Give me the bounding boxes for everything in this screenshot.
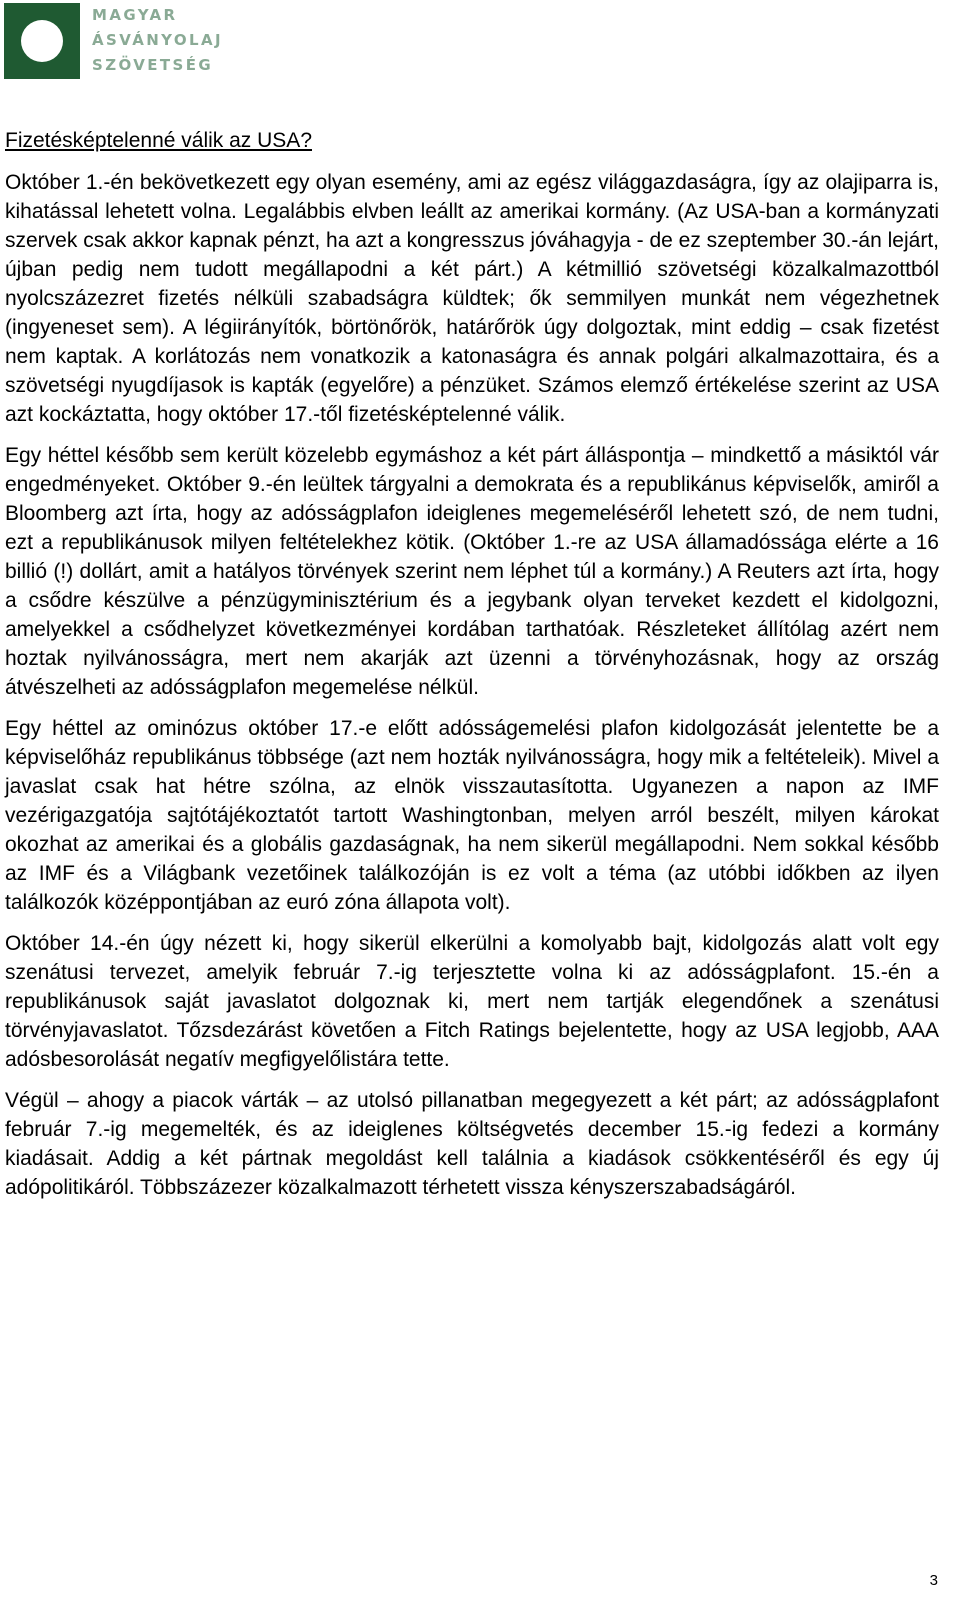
logo-line-1: MAGYAR [92,6,178,24]
article-paragraph-1: Október 1.-én bekövetkezett egy olyan esemény, ami az egész világgazdaságra, így az olajiparra is, kihatással lehetett volna. Legalábbis elvben leállt az amerikai kormány. (Az USA-ban a kormányzati szervek csak akkor kapnak pénzt, ha azt a kongresszus jóváhagyja - de ez szeptember 30.-án lejárt, újban pedig nem tudott megállapodni a két párt.) A kétmillió szövetségi közalkalmazottból nyolcszázezret fizetés nélküli szabadságra küldtek; ők semmilyen munkát nem végezhetnek (ingyeneset sem). A légiirányítók, börtönőrök, határőrök úgy dolgoztak, mint eddig – csak fizetést nem kaptak. A korlátozás nem vonatkozik a katonaságra és annak polgári alkalmazottaira, és a szövetségi nyugdíjasok is kapták (egyelőre) a pénzüket. Számos elemző értékelése szerint az USA azt kockáztatta, hogy október 17.-től fizetésképtelenné válik. [5,171,939,426]
logo-line-3: SZÖVETSÉG [92,56,214,74]
article-title: Fizetésképtelenné válik az USA? [5,129,312,152]
article-paragraph-4: Október 14.-én úgy nézett ki, hogy sikerül elkerülni a komolyabb bajt, kidolgozás alatt volt egy szenátusi tervezet, amelyik február 7.-ig terjesztette volna ki az adósságplafont. 15.-én a republikánusok saját javaslatot dolgoznak ki, mert nem tartják elegendőnek a szenátusi törvényjavaslatot. Tőzsdezárást követően a Fitch Ratings bejelentette, hogy az USA legjobb, AAA adósbesorolását negatív megfigyelőlistára tette. [5,932,939,1071]
page-number: 3 [929,1572,938,1589]
article-body [5,126,939,1214]
logo-emblem-icon [4,3,80,79]
logo-wordmark [92,3,223,78]
article-paragraph-2: Egy héttel később sem került közelebb egymáshoz a két párt álláspontja – mindkettő a másiktól vár engedményeket. Október 9.-én leültek tárgyalni a demokrata és a republikánus képviselők, amiről a Bloomberg azt írta, hogy az adósságplafon ideiglenes megemeléséről lehetett szó, de nem tudni, ezt a republikánusok milyen feltételekhez kötik. (Október 1.-re az USA államadóssága elérte a 16 billió (!) dollárt, amit a hatályos törvények szerint nem léphet túl a kormány.) A Reuters azt írta, hogy a csődre készülve a pénzügyminisztérium és a jegybank olyan terveket kezdett el kidolgozni, amelyekkel a csődhelyzet következményei kordában tarthatóak. Részleteket állítólag azért nem hoztak nyilvánosságra, mert nem akarják azt üzenni a törvényhozásnak, hogy az ország átvészelheti az adósságplafon megemelése nélkül. [5,444,939,699]
logo-line-2: ÁSVÁNYOLAJ [92,31,223,49]
article-paragraph-5: Végül – ahogy a piacok várták – az utolsó pillanatban megegyezett a két párt; az adósságplafont február 7.-ig megemelték, és az ideiglenes költségvetés december 15.-ig fedezi a kormány kiadásait. Addig a két pártnak megoldást kell találnia a kiadások csökkentéséről és egy új adópolitikáról. Többszázezer közalkalmazott térhetett vissza kényszerszabadságáról. [5,1089,939,1199]
logo-circle [21,20,63,62]
association-logo [4,3,223,80]
article-paragraph-3: Egy héttel az ominózus október 17.-e előtt adósságemelési plafon kidolgozását jelentette be a képviselőház republikánus többsége (azt nem hozták nyilvánosságra, hogy mik a feltételeik). Mivel a javaslat csak hat hétre szólna, az elnök visszautasította. Ugyanezen a napon az IMF vezérigazgatója sajtótájékoztatót tartott Washingtonban, melyen arról beszélt, milyen károkat okozhat az amerikai és a globális gazdaságnak, ha nem sikerül megállapodni. Nem sokkal később az IMF és a Világbank vezetőinek találkozóján is ez volt a téma (az utóbbi időkben az ilyen találkozók középpontjában az euró zóna állapota volt). [5,717,939,914]
